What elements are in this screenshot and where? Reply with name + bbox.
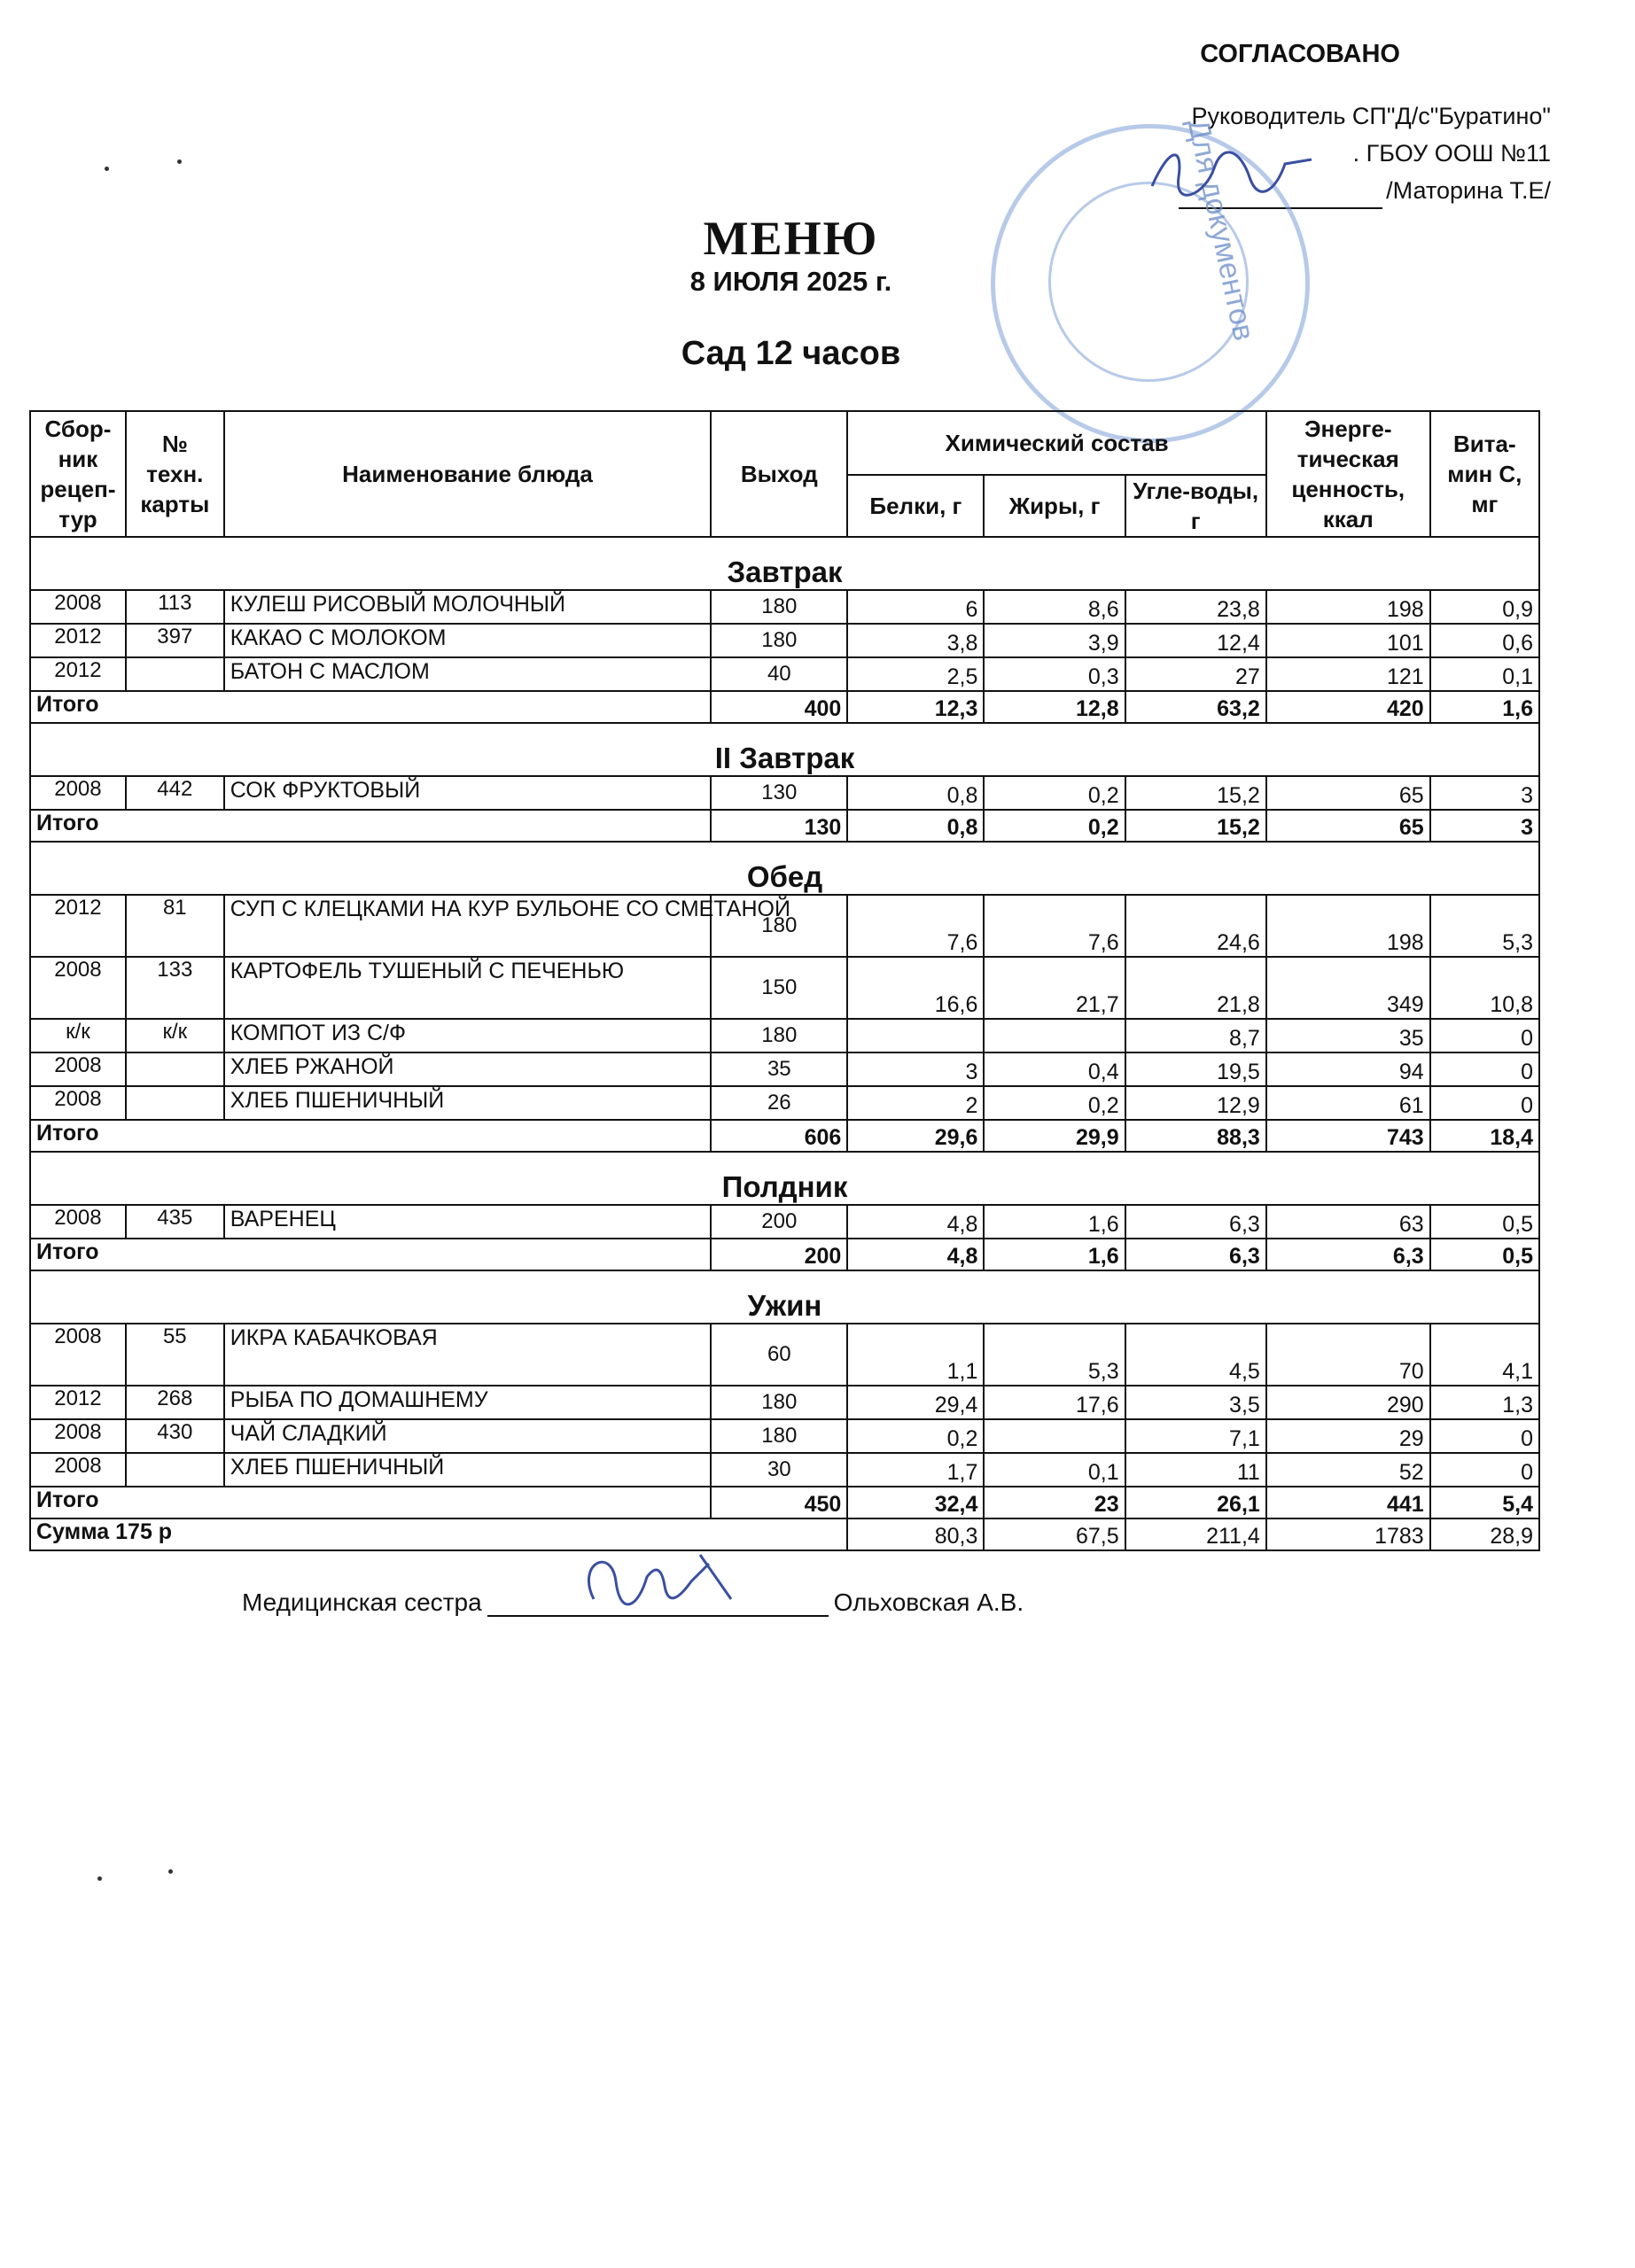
- protein-cell: 0,8: [847, 776, 984, 810]
- tech-card-cell: 397: [126, 624, 224, 657]
- total-protein: 32,4: [847, 1487, 984, 1518]
- vitamin-c-cell: 0,5: [1430, 1205, 1539, 1239]
- vitamin-c-cell: 0,1: [1430, 657, 1539, 691]
- table-row: [30, 1019, 1539, 1052]
- output-cell: 180: [711, 1019, 847, 1052]
- recipe-book-cell: к/к: [30, 1019, 126, 1052]
- section-header-row: [30, 537, 1539, 590]
- tech-card-cell: 430: [126, 1419, 224, 1453]
- total-vitamin-c: 5,4: [1430, 1487, 1539, 1518]
- vitamin-c-cell: 0: [1430, 1019, 1539, 1052]
- table-row: [30, 1386, 1539, 1419]
- carbs-cell: 6,3: [1125, 1205, 1266, 1239]
- protein-cell: 0,2: [847, 1419, 984, 1453]
- total-carbs: 15,2: [1125, 810, 1266, 842]
- tech-card-cell: 268: [126, 1386, 224, 1419]
- header-recipe-book: Сбор-ник рецеп-тур: [30, 411, 126, 537]
- dish-name-cell: ХЛЕБ ПШЕНИЧНЫЙ: [224, 1086, 712, 1120]
- fat-cell: 0,4: [984, 1052, 1125, 1086]
- fat-cell: 0,2: [984, 776, 1125, 810]
- total-label: Итого: [30, 1239, 711, 1270]
- energy-cell: 198: [1266, 590, 1430, 624]
- scan-speck: [177, 159, 182, 164]
- total-vitamin-c: 0,5: [1430, 1239, 1539, 1270]
- footer-name: Ольховская А.В.: [833, 1588, 1024, 1616]
- section-title: II Завтрак: [30, 723, 1539, 776]
- vitamin-c-cell: 0: [1430, 1419, 1539, 1453]
- recipe-book-cell: 2008: [30, 590, 126, 624]
- section-title: Ужин: [30, 1270, 1539, 1324]
- output-cell: 60: [711, 1324, 847, 1386]
- total-output: 130: [711, 810, 847, 842]
- output-cell: 180: [711, 1419, 847, 1453]
- carbs-cell: 4,5: [1125, 1324, 1266, 1386]
- fat-cell: 21,7: [984, 957, 1125, 1019]
- menu-date: 8 ИЮЛЯ 2025 г.: [689, 266, 892, 297]
- fat-cell: 0,3: [984, 657, 1125, 691]
- dish-name-cell: КАКАО С МОЛОКОМ: [224, 624, 712, 657]
- header-dish-name: Наименование блюда: [224, 411, 712, 537]
- section-title: Завтрак: [30, 537, 1539, 590]
- total-label: Итого: [30, 1120, 711, 1152]
- table-row: [30, 1419, 1539, 1453]
- recipe-book-cell: 2008: [30, 1086, 126, 1120]
- table-row: [30, 895, 1539, 957]
- approval-line-1: Руководитель СП"Д/с"Буратино": [1191, 103, 1551, 129]
- approval-signatory: /Маторина Т.Е/: [1386, 177, 1551, 204]
- scan-speck: [168, 1869, 173, 1874]
- protein-cell: 7,6: [847, 895, 984, 957]
- vitamin-c-cell: 3: [1430, 776, 1539, 810]
- table-row: [30, 657, 1539, 691]
- total-vitamin-c: 3: [1430, 810, 1539, 842]
- tech-card-cell: [126, 1453, 224, 1487]
- recipe-book-cell: 2012: [30, 657, 126, 691]
- vitamin-c-cell: 0: [1430, 1453, 1539, 1487]
- total-carbs: 26,1: [1125, 1487, 1266, 1518]
- vitamin-c-cell: 0: [1430, 1086, 1539, 1120]
- recipe-book-cell: 2012: [30, 1386, 126, 1419]
- total-label: Итого: [30, 1487, 711, 1518]
- energy-cell: 290: [1266, 1386, 1430, 1419]
- total-fat: 1,6: [984, 1239, 1125, 1270]
- tech-card-cell: к/к: [126, 1019, 224, 1052]
- header-output: Выход: [711, 411, 847, 537]
- dish-name-cell: ХЛЕБ ПШЕНИЧНЫЙ: [224, 1453, 712, 1487]
- recipe-book-cell: 2008: [30, 957, 126, 1019]
- total-row: [30, 810, 1539, 842]
- protein-cell: 3,8: [847, 624, 984, 657]
- protein-cell: 16,6: [847, 957, 984, 1019]
- header-chemical-composition: Химический состав: [847, 411, 1265, 475]
- total-output: 606: [711, 1120, 847, 1152]
- output-cell: 35: [711, 1052, 847, 1086]
- grand-total-row: [30, 1518, 1539, 1550]
- dish-name-cell: ИКРА КАБАЧКОВАЯ: [224, 1324, 712, 1386]
- carbs-cell: 12,4: [1125, 624, 1266, 657]
- section-header-row: [30, 1152, 1539, 1205]
- section-title: Обед: [30, 842, 1539, 895]
- total-label: Итого: [30, 691, 711, 723]
- output-cell: 180: [711, 590, 847, 624]
- vitamin-c-cell: 4,1: [1430, 1324, 1539, 1386]
- total-row: [30, 1487, 1539, 1518]
- fat-cell: [984, 1019, 1125, 1052]
- total-vitamin-c: 1,6: [1430, 691, 1539, 723]
- table-row: [30, 1052, 1539, 1086]
- total-output: 450: [711, 1487, 847, 1518]
- total-energy: 6,3: [1266, 1239, 1430, 1270]
- table-row: [30, 1086, 1539, 1120]
- protein-cell: 1,7: [847, 1453, 984, 1487]
- total-protein: 12,3: [847, 691, 984, 723]
- carbs-cell: 7,1: [1125, 1419, 1266, 1453]
- fat-cell: 3,9: [984, 624, 1125, 657]
- energy-cell: 65: [1266, 776, 1430, 810]
- fat-cell: 1,6: [984, 1205, 1125, 1239]
- total-row: [30, 1120, 1539, 1152]
- total-output: 200: [711, 1239, 847, 1270]
- nurse-signature: [576, 1546, 744, 1617]
- grand-total-label: Сумма 175 р: [30, 1518, 847, 1550]
- dish-name-cell: РЫБА ПО ДОМАШНЕМУ: [224, 1386, 712, 1419]
- recipe-book-cell: 2008: [30, 1419, 126, 1453]
- carbs-cell: 3,5: [1125, 1386, 1266, 1419]
- output-cell: 200: [711, 1205, 847, 1239]
- protein-cell: 2,5: [847, 657, 984, 691]
- carbs-cell: 11: [1125, 1453, 1266, 1487]
- tech-card-cell: [126, 657, 224, 691]
- output-cell: 150: [711, 957, 847, 1019]
- carbs-cell: 27: [1125, 657, 1266, 691]
- tech-card-cell: 113: [126, 590, 224, 624]
- tech-card-cell: 81: [126, 895, 224, 957]
- tech-card-cell: 133: [126, 957, 224, 1019]
- table-row: [30, 590, 1539, 624]
- carbs-cell: 8,7: [1125, 1019, 1266, 1052]
- dish-name-cell: ВАРЕНЕЦ: [224, 1205, 712, 1239]
- fat-cell: 7,6: [984, 895, 1125, 957]
- total-label: Итого: [30, 810, 711, 842]
- tech-card-cell: [126, 1086, 224, 1120]
- scan-speck: [105, 167, 109, 171]
- recipe-book-cell: 2008: [30, 1453, 126, 1487]
- section-header-row: [30, 1270, 1539, 1324]
- total-energy: 65: [1266, 810, 1430, 842]
- carbs-cell: 19,5: [1125, 1052, 1266, 1086]
- total-energy: 743: [1266, 1120, 1430, 1152]
- recipe-book-cell: 2008: [30, 776, 126, 810]
- tech-card-cell: 435: [126, 1205, 224, 1239]
- carbs-cell: 12,9: [1125, 1086, 1266, 1120]
- table-row: [30, 1324, 1539, 1386]
- total-carbs: 6,3: [1125, 1239, 1266, 1270]
- menu-body: [30, 537, 1539, 1550]
- vitamin-c-cell: 10,8: [1430, 957, 1539, 1019]
- total-row: [30, 691, 1539, 723]
- header-carbs: Угле-воды, г: [1125, 475, 1266, 537]
- total-vitamin-c: 18,4: [1430, 1120, 1539, 1152]
- total-fat: 29,9: [984, 1120, 1125, 1152]
- recipe-book-cell: 2008: [30, 1205, 126, 1239]
- approval-line-2: . ГБОУ ООШ №11: [1352, 140, 1551, 167]
- protein-cell: [847, 1019, 984, 1052]
- dish-name-cell: КАРТОФЕЛЬ ТУШЕНЫЙ С ПЕЧЕНЬЮ: [224, 957, 712, 1019]
- protein-cell: 29,4: [847, 1386, 984, 1419]
- dish-name-cell: КУЛЕШ РИСОВЫЙ МОЛОЧНЫЙ: [224, 590, 712, 624]
- total-fat: 23: [984, 1487, 1125, 1518]
- fat-cell: 8,6: [984, 590, 1125, 624]
- table-row: [30, 1205, 1539, 1239]
- table-row: [30, 776, 1539, 810]
- table-row: [30, 957, 1539, 1019]
- menu-table: [29, 410, 1540, 1551]
- recipe-book-cell: 2012: [30, 624, 126, 657]
- output-cell: 180: [711, 624, 847, 657]
- recipe-book-cell: 2012: [30, 895, 126, 957]
- energy-cell: 35: [1266, 1019, 1430, 1052]
- output-cell: 180: [711, 1386, 847, 1419]
- recipe-book-cell: 2008: [30, 1324, 126, 1386]
- total-row: [30, 1239, 1539, 1270]
- dish-name-cell: КОМПОТ ИЗ С/Ф: [224, 1019, 712, 1052]
- table-row: [30, 1453, 1539, 1487]
- protein-cell: 4,8: [847, 1205, 984, 1239]
- tech-card-cell: 442: [126, 776, 224, 810]
- footer-role: Медицинская сестра: [242, 1588, 482, 1616]
- scan-speck: [97, 1876, 102, 1881]
- fat-cell: 17,6: [984, 1386, 1125, 1419]
- menu-subtitle: Сад 12 часов: [681, 335, 901, 372]
- vitamin-c-cell: 1,3: [1430, 1386, 1539, 1419]
- energy-cell: 61: [1266, 1086, 1430, 1120]
- energy-cell: 101: [1266, 624, 1430, 657]
- vitamin-c-cell: 0,9: [1430, 590, 1539, 624]
- vitamin-c-cell: 0: [1430, 1052, 1539, 1086]
- dish-name-cell: БАТОН С МАСЛОМ: [224, 657, 712, 691]
- tech-card-cell: [126, 1052, 224, 1086]
- total-protein: 0,8: [847, 810, 984, 842]
- fat-cell: 0,1: [984, 1453, 1125, 1487]
- dish-name-cell: СУП С КЛЕЦКАМИ НА КУР БУЛЬОНЕ СО СМЕТАНОЙ: [224, 895, 712, 957]
- energy-cell: 52: [1266, 1453, 1430, 1487]
- output-cell: 180: [711, 895, 847, 957]
- energy-cell: 70: [1266, 1324, 1430, 1386]
- energy-cell: 349: [1266, 957, 1430, 1019]
- section-header-row: [30, 723, 1539, 776]
- protein-cell: 3: [847, 1052, 984, 1086]
- carbs-cell: 15,2: [1125, 776, 1266, 810]
- grand-total-vitamin-c: 28,9: [1430, 1518, 1539, 1550]
- total-fat: 12,8: [984, 691, 1125, 723]
- stamp-inner-text: Для документов: [1180, 115, 1261, 344]
- total-output: 400: [711, 691, 847, 723]
- total-protein: 4,8: [847, 1239, 984, 1270]
- total-energy: 420: [1266, 691, 1430, 723]
- fat-cell: 5,3: [984, 1324, 1125, 1386]
- total-energy: 441: [1266, 1487, 1430, 1518]
- energy-cell: 121: [1266, 657, 1430, 691]
- vitamin-c-cell: 5,3: [1430, 895, 1539, 957]
- tech-card-cell: 55: [126, 1324, 224, 1386]
- dish-name-cell: ЧАЙ СЛАДКИЙ: [224, 1419, 712, 1453]
- output-cell: 26: [711, 1086, 847, 1120]
- output-cell: 30: [711, 1453, 847, 1487]
- total-fat: 0,2: [984, 810, 1125, 842]
- page-title: МЕНЮ: [703, 212, 879, 265]
- protein-cell: 1,1: [847, 1324, 984, 1386]
- director-signature: [1143, 142, 1320, 204]
- approval-heading: СОГЛАСОВАНО: [1200, 40, 1400, 68]
- header-energy: Энерге-тическая ценность, ккал: [1266, 411, 1430, 537]
- energy-cell: 29: [1266, 1419, 1430, 1453]
- grand-total-energy: 1783: [1266, 1518, 1430, 1550]
- dish-name-cell: ХЛЕБ РЖАНОЙ: [224, 1052, 712, 1086]
- carbs-cell: 24,6: [1125, 895, 1266, 957]
- header-protein: Белки, г: [847, 475, 984, 537]
- fat-cell: 0,2: [984, 1086, 1125, 1120]
- energy-cell: 198: [1266, 895, 1430, 957]
- output-cell: 40: [711, 657, 847, 691]
- energy-cell: 63: [1266, 1205, 1430, 1239]
- protein-cell: 2: [847, 1086, 984, 1120]
- header-vitamin-c: Вита-мин С, мг: [1430, 411, 1539, 537]
- total-carbs: 88,3: [1125, 1120, 1266, 1152]
- recipe-book-cell: 2008: [30, 1052, 126, 1086]
- grand-total-carbs: 211,4: [1125, 1518, 1266, 1550]
- protein-cell: 6: [847, 590, 984, 624]
- total-protein: 29,6: [847, 1120, 984, 1152]
- header-fat: Жиры, г: [984, 475, 1125, 537]
- dish-name-cell: СОК ФРУКТОВЫЙ: [224, 776, 712, 810]
- carbs-cell: 21,8: [1125, 957, 1266, 1019]
- fat-cell: [984, 1419, 1125, 1453]
- section-title: Полдник: [30, 1152, 1539, 1205]
- header-tech-card: № техн. карты: [126, 411, 224, 537]
- vitamin-c-cell: 0,6: [1430, 624, 1539, 657]
- energy-cell: 94: [1266, 1052, 1430, 1086]
- carbs-cell: 23,8: [1125, 590, 1266, 624]
- output-cell: 130: [711, 776, 847, 810]
- grand-total-protein: 80,3: [847, 1518, 984, 1550]
- grand-total-fat: 67,5: [984, 1518, 1125, 1550]
- section-header-row: [30, 842, 1539, 895]
- table-row: [30, 624, 1539, 657]
- total-carbs: 63,2: [1125, 691, 1266, 723]
